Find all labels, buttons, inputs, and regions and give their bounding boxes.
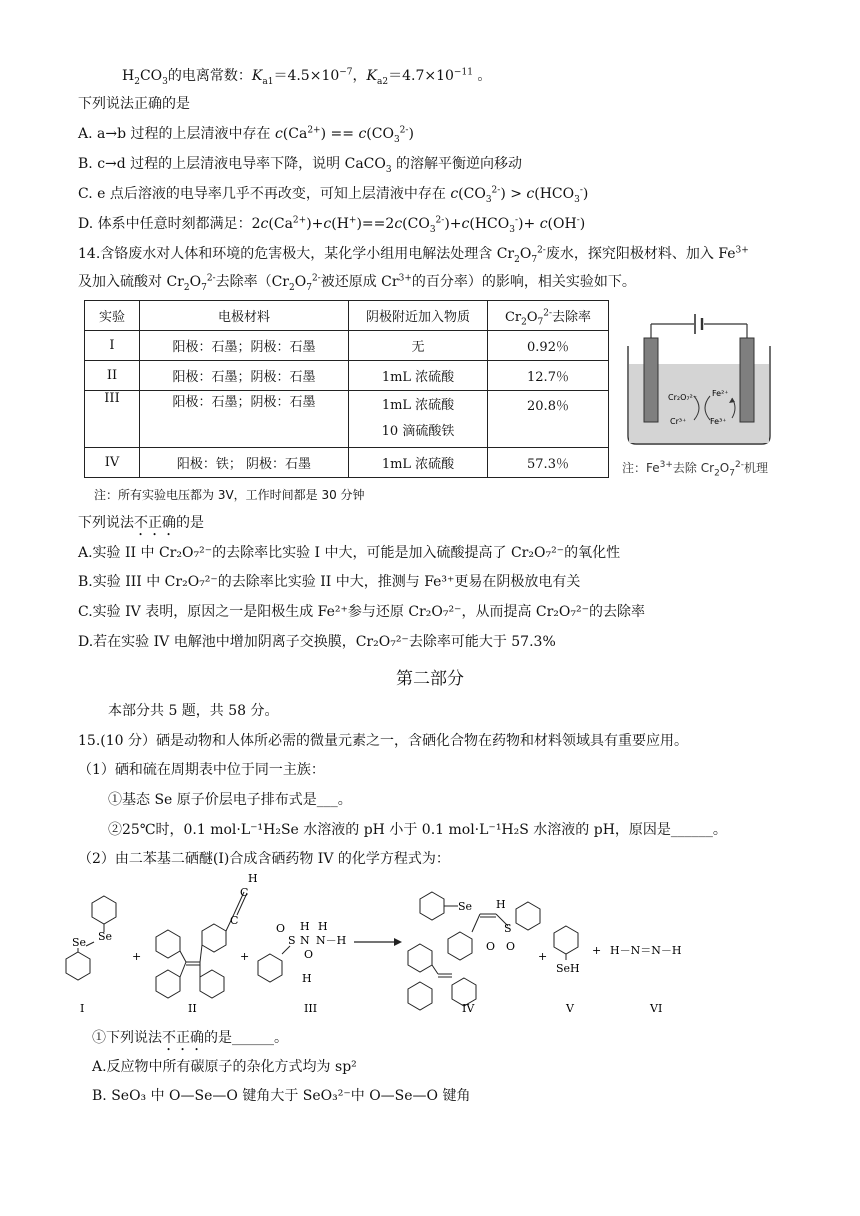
part2-title: 第二部分 [396, 669, 464, 689]
cr2o7-label: Cr₂O₇²⁻ [668, 393, 698, 402]
q14-option-d: D.若在实验 IV 电解池中增加阴离子交换膜，Cr₂O₇²⁻去除率可能大于 57.3% [78, 634, 556, 650]
q15-option-b: B. SeO₃ 中 O—Se—O 键角大于 SeO₃²⁻中 O—Se—O 键角 [92, 1088, 471, 1104]
table-header-row [85, 301, 609, 331]
q14-prompt: 下列说法不正确的是 [78, 515, 204, 531]
label-IV: IV [462, 1002, 475, 1015]
label-III: III [304, 1002, 318, 1015]
cathode [740, 338, 754, 422]
table-row: I 阳极：石墨；阴极：石墨 无 0.92％ [85, 331, 609, 361]
q15-intro: 15.(10 分）硒是动物和人体所必需的微量元素之一，含硒化合物在药物和材料领域具有重要应用。 [78, 733, 688, 749]
fe3-label: Fe³⁺ [710, 417, 727, 426]
svg-text:H: H [248, 872, 258, 885]
svg-text:Se: Se [458, 900, 473, 913]
compound-IV [408, 892, 540, 1010]
q15-part2: （2）由二苯基二硒醚(I)合成含硒药物 IV 的化学方程式为： [78, 851, 450, 867]
svg-text:C: C [230, 914, 239, 927]
table-row: II 阳极：石墨；阴极：石墨 1mL 浓硫酸 12.7％ [85, 361, 609, 391]
anode [644, 338, 658, 422]
q13-prompt: 下列说法正确的是 [78, 96, 190, 112]
q13-option-b: B. c→d 过程的上层清液电导率下降，说明 CaCO$_3$ 的溶解平衡逆向移动 [78, 156, 523, 175]
q14-option-c: C.实验 IV 表明，原因之一是阳极生成 Fe²⁺参与还原 Cr₂O₇²⁻，从而提高 Cr₂O₇²⁻的去除率 [78, 604, 646, 620]
q15-part1-2: ②25℃时，0.1 mol·L⁻¹H₂Se 水溶液的 pH 小于 0.1 mol·L⁻¹H₂S 水溶液的 pH，原因是______。 [108, 822, 727, 838]
svg-text:+: + [538, 950, 548, 963]
part2-intro: 本部分共 5 题，共 58 分。 [108, 703, 279, 719]
label-I: I [80, 1002, 85, 1015]
header-exp: 实验 [85, 301, 140, 331]
table-note: 注：所有实验电压都为 3V，工作时间都是 30 分钟 [94, 488, 365, 502]
q14-option-b: B.实验 III 中 Cr₂O₇²⁻的去除率比实验 II 中大，推测与 Fe³⁺更易在阴极放电有关 [78, 574, 581, 590]
svg-text:Se: Se [72, 936, 87, 949]
svg-text:N: N [300, 934, 310, 947]
reaction-scheme [60, 870, 820, 1020]
ka-line: $H_2CO_3$的电离常数：$K_{a1}=4.5\times 10^{-7}$，$K_{a2}=4.7\times 10^{-11}$ 。 [122, 67, 492, 87]
svg-text:+: + [132, 950, 142, 963]
svg-text:O: O [506, 940, 516, 953]
compound-III [258, 946, 290, 982]
label-VI: VI [650, 1002, 663, 1015]
q15-part1: （1）硒和硫在周期表中位于同一主族： [78, 762, 325, 778]
label-V: V [566, 1002, 574, 1015]
svg-text:O: O [304, 948, 314, 961]
svg-text:+: + [240, 950, 250, 963]
compound-V [554, 926, 578, 960]
svg-text:H: H [318, 920, 328, 933]
table-row: IV 阳极：铁； 阴极：石墨 1mL 浓硫酸 57.3％ [85, 448, 609, 478]
q15-option-a: A.反应物中所有碳原子的杂化方式均为 sp² [92, 1059, 357, 1075]
experiment-table [84, 300, 609, 478]
header-electrode: 电极材料 [140, 301, 349, 331]
header-added: 阴极附近加入物质 [349, 301, 488, 331]
svg-text:H: H [302, 972, 312, 985]
q14-intro-line1: 14.含铬废水对人体和环境的危害极大，某化学小组用电解法处理含 $Cr_2O_7^{2-}$废水，探究阳极材料、加入 $Fe^{3+}$ [78, 245, 749, 265]
svg-text:C: C [240, 886, 249, 899]
svg-text:SeH: SeH [556, 962, 580, 975]
table-row: III 阳极：石墨；阴极：石墨 1mL 浓硫酸 10 滴硫酸铁 20.8％ [85, 391, 609, 448]
q15-part1-1: ①基态 Se 原子价层电子排布式是___。 [108, 792, 352, 808]
q15-question-1: ①下列说法不正确的是______。 [92, 1030, 288, 1046]
label-II: II [188, 1002, 197, 1015]
header-rate: $Cr_2O_7^{2-}$去除率 [488, 301, 609, 331]
svg-text:O: O [276, 922, 286, 935]
svg-text:O: O [486, 940, 496, 953]
compound-VI: H－N＝N－H [610, 944, 682, 957]
q14-option-a: A.实验 II 中 Cr₂O₇²⁻的去除率比实验 I 中大，可能是加入硫酸提高了 Cr₂O₇²⁻的氧化性 [78, 545, 621, 561]
electrolysis-diagram [620, 296, 790, 472]
svg-text:+: + [592, 944, 602, 957]
svg-text:N－H: N－H [316, 934, 347, 947]
svg-text:H: H [300, 920, 310, 933]
svg-text:S: S [504, 922, 512, 935]
q14-intro-line2: 及加入硫酸对 $Cr_2O_7^{2-}$去除率（$Cr_2O_7^{2-}$被还原成 $Cr^{3+}$的百分率）的影响，相关实验如下。 [78, 273, 636, 293]
q13-option-d: D. 体系中任意时刻都满足：$2c(Ca^{2+})+c(H^+)==2c(CO_3^{2-})+c(HCO_3^-)+ c(OH^-)$ [78, 215, 586, 235]
q13-option-c: C. e 点后溶液的电导率几乎不再改变，可知上层清液中存在 $c(CO_3^{2-}) > c(HCO_3^-)$ [78, 185, 589, 205]
svg-text:H: H [496, 898, 506, 911]
q13-option-a: A. a→b 过程的上层清液中存在 $c(Ca^{2+}) == c(CO_3^{2-})$ [78, 125, 414, 145]
figure-caption: 注：$Fe^{3+}$去除 $Cr_2O_7^{2-}$机理 [622, 460, 768, 479]
fe2-label: Fe²⁺ [712, 389, 729, 398]
cr3-label: Cr³⁺ [670, 417, 687, 426]
svg-text:Se: Se [98, 930, 113, 943]
svg-text:S: S [288, 934, 296, 947]
compound-II [156, 892, 250, 998]
